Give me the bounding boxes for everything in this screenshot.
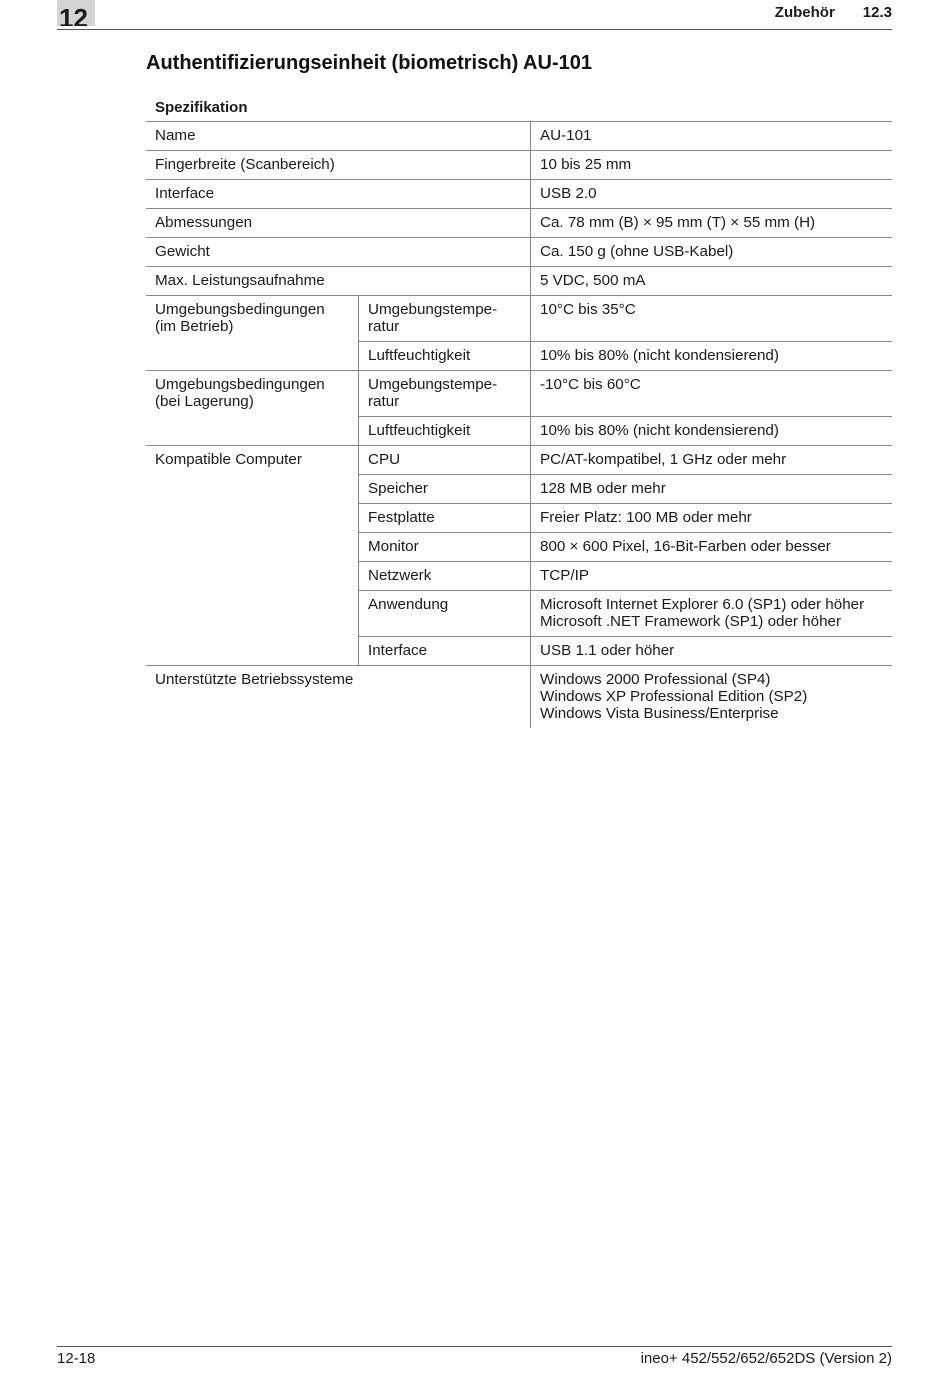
row-value: AU-101 (531, 122, 893, 151)
sub-label: Interface (359, 637, 531, 666)
row-label: Abmessungen (146, 209, 531, 238)
row-label: Interface (146, 180, 531, 209)
sub-label: Umgebungstempe- ratur (359, 371, 531, 417)
table-row (146, 180, 892, 209)
row-value: TCP/IP (531, 562, 893, 591)
row-value: 5 VDC, 500 mA (531, 267, 893, 296)
header-divider (57, 29, 892, 30)
page-number: 12-18 (57, 1350, 96, 1367)
row-value: Ca. 150 g (ohne USB-Kabel) (531, 238, 893, 267)
row-label: Fingerbreite (Scanbereich) (146, 151, 531, 180)
group-label-computer: Kompatible Computer (146, 446, 359, 666)
row-value: -10°C bis 60°C (531, 371, 893, 417)
row-label: Gewicht (146, 238, 531, 267)
row-value: USB 1.1 oder höher (531, 637, 893, 666)
section-title: Zubehör (774, 4, 835, 21)
table-row (146, 122, 892, 151)
page-title: Authentifizierungseinheit (biometrisch) AU-101 (146, 52, 592, 74)
sub-label: Anwendung (359, 591, 531, 637)
row-value: Windows 2000 Professional (SP4) Windows XP Professional Edition (SP2) Windows Vista Business/Enterprise (531, 666, 893, 729)
table-row (146, 296, 892, 342)
row-value: Ca. 78 mm (B) × 95 mm (T) × 55 mm (H) (531, 209, 893, 238)
table-row (146, 446, 892, 475)
table-row (146, 151, 892, 180)
table-row (146, 209, 892, 238)
row-value: 128 MB oder mehr (531, 475, 893, 504)
sub-label: CPU (359, 446, 531, 475)
row-value: Freier Platz: 100 MB oder mehr (531, 504, 893, 533)
sub-label: Luftfeuchtigkeit (359, 417, 531, 446)
product-name: ineo+ 452/552/652/652DS (Version 2) (640, 1350, 892, 1367)
row-label: Max. Leistungsaufnahme (146, 267, 531, 296)
row-value: 800 × 600 Pixel, 16-Bit-Farben oder besser (531, 533, 893, 562)
spec-table (146, 121, 892, 728)
row-value: PC/AT-kompatibel, 1 GHz oder mehr (531, 446, 893, 475)
row-value: 10°C bis 35°C (531, 296, 893, 342)
sub-label: Monitor (359, 533, 531, 562)
running-header (775, 4, 892, 21)
row-label: Name (146, 122, 531, 151)
table-row (146, 238, 892, 267)
table-row (146, 666, 892, 729)
row-label: Unterstützte Betriebssysteme (146, 666, 531, 729)
row-value: 10 bis 25 mm (531, 151, 893, 180)
table-row (146, 267, 892, 296)
sub-label: Speicher (359, 475, 531, 504)
sub-label: Umgebungstempe- ratur (359, 296, 531, 342)
table-row (146, 371, 892, 417)
sub-label: Festplatte (359, 504, 531, 533)
spec-heading: Spezifikation (155, 99, 248, 116)
group-label-storage: Umgebungsbedingungen (bei Lagerung) (146, 371, 359, 446)
group-label-operating: Umgebungsbedingungen (im Betrieb) (146, 296, 359, 371)
chapter-number: 12 (57, 0, 95, 26)
section-number: 12.3 (862, 4, 892, 21)
row-value: Microsoft Internet Explorer 6.0 (SP1) oder höher Microsoft .NET Framework (SP1) oder höher (531, 591, 893, 637)
sub-label: Luftfeuchtigkeit (359, 342, 531, 371)
sub-label: Netzwerk (359, 562, 531, 591)
row-value: USB 2.0 (531, 180, 893, 209)
row-value: 10% bis 80% (nicht kondensierend) (531, 417, 893, 446)
footer-divider (57, 1346, 892, 1347)
row-value: 10% bis 80% (nicht kondensierend) (531, 342, 893, 371)
